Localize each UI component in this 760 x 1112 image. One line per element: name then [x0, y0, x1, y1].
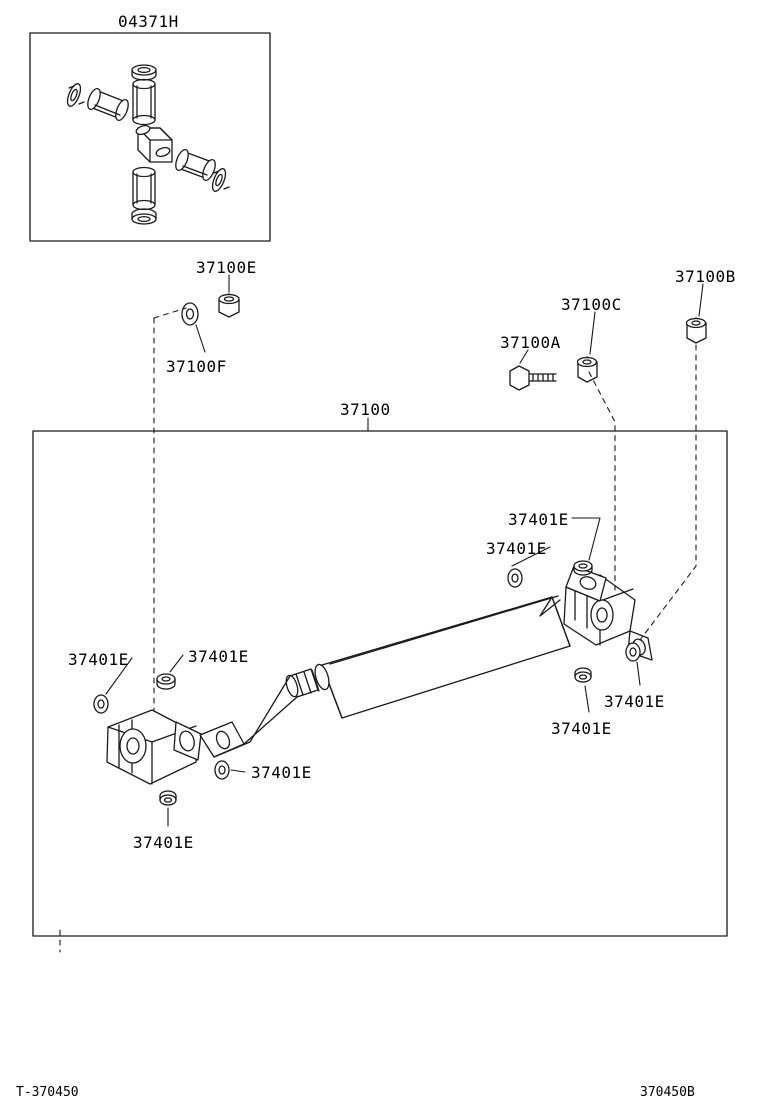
- part-37100F: [182, 303, 198, 325]
- part-37100B: [687, 318, 707, 343]
- label-37401E-2: 37401E: [486, 539, 547, 558]
- part-37401E-top-right-b: [508, 569, 522, 587]
- label-37401E-8: 37401E: [133, 833, 194, 852]
- label-04371H: 04371H: [118, 12, 179, 31]
- part-37401E-left-a: [94, 695, 108, 713]
- part-37100C: [578, 357, 598, 382]
- part-37401E-right-a: [626, 643, 640, 661]
- label-37401E-1: 37401E: [508, 510, 569, 529]
- label-37401E-5: 37401E: [604, 692, 665, 711]
- label-37100C: 37100C: [561, 295, 622, 314]
- label-37100F: 37100F: [166, 357, 227, 376]
- footer-left-code: T-370450: [16, 1085, 79, 1100]
- footer-right-code: 370450B: [640, 1085, 695, 1100]
- label-37100E: 37100E: [196, 258, 257, 277]
- bearing-cup-top: [133, 80, 155, 125]
- label-37401E-3: 37401E: [68, 650, 129, 669]
- label-37100: 37100: [340, 400, 391, 419]
- label-37401E-6: 37401E: [551, 719, 612, 738]
- label-37100B: 37100B: [675, 267, 736, 286]
- bearing-cup-bottom: [133, 168, 155, 210]
- label-37100A: 37100A: [500, 333, 561, 352]
- label-37401E-4: 37401E: [188, 647, 249, 666]
- label-37401E-7: 37401E: [251, 763, 312, 782]
- part-37100A: [510, 366, 556, 390]
- part-37401E-bottom-a: [215, 761, 229, 779]
- part-37100E: [219, 294, 239, 317]
